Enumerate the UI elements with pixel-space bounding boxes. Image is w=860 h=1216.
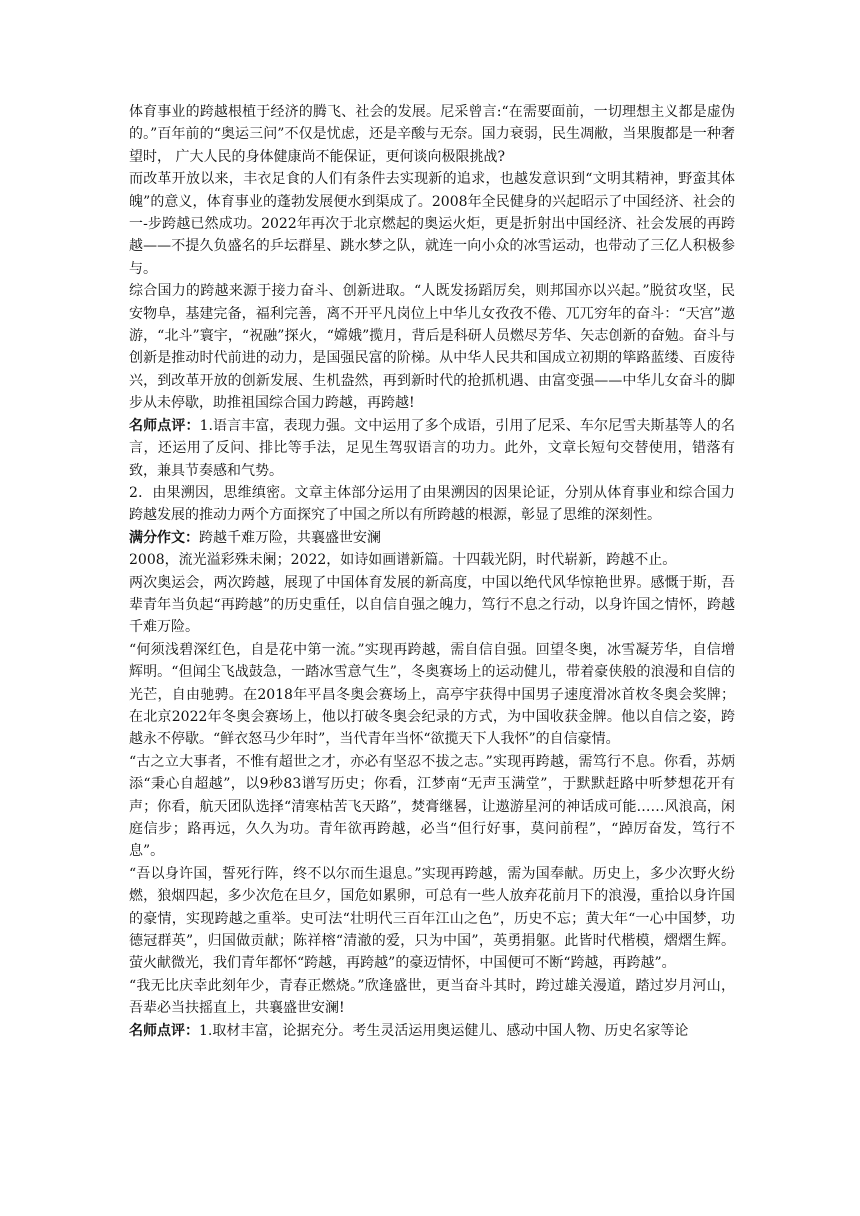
paragraph-text: 综合国力的跨越来源于接力奋斗、创新进取。“人既发扬蹈厉矣，则邦国亦以兴起。”脱贫攻坚，民安物阜，基建完备，福利完善，离不开平凡岗位上中华儿女孜孜不倦、兀兀穷年的奋斗：“天宫”遨游，“北斗”寰宇，“祝融”探火，“嫦娥”揽月，背后是科研人员燃尽芳华、矢志创新的奋勉。奋斗与创新是推动时代前进的动力，是国强民富的阶梯。从中华人民共和国成立初期的筚路蓝缕、百废待兴，到改革开放的创新发展、生机盎然，再到新时代的抢抓机遇、由富变强——中华儿女奋斗的脚步从未停歇，助推祖国综合国力跨越，再跨越! — [129, 283, 735, 412]
paragraph-text: 2008，流光溢彩殊未阑；2022，如诗如画谱新篇。十四载光阴，时代崭新，跨越不止。 — [129, 552, 677, 569]
paragraph — [129, 639, 735, 751]
paragraph-text: “古之立大事者，不惟有超世之才，亦必有坚忍不拔之志。”实现再跨越，需笃行不息。你看，苏炳添“秉心自超越”，以9秒83谱写历史；你看，江梦南“无声玉满堂”，于默默赶路中听梦想花开有声；你看，航天团队选择“清寒枯苦飞天路”，焚膏继晷，让遨游星河的神话成可能……风浪高，闲庭信步；路再远，久久为功。青年欲再跨越，必当“但行好事，莫问前程”，“踔厉奋发，笃行不息”。 — [129, 753, 735, 860]
paragraph — [129, 863, 735, 975]
commentary-paragraph — [129, 1020, 735, 1042]
commentary-label: 名师点评： — [129, 417, 200, 434]
paragraph — [129, 482, 735, 527]
paragraph-text: 1.取材丰富，论据充分。考生灵活运用奥运健儿、感动中国人物、历史名家等论 — [199, 1022, 689, 1039]
paragraph — [129, 975, 735, 1020]
paragraph — [129, 168, 735, 280]
paragraph — [129, 572, 735, 639]
paragraph-text: 两次奥运会，两次跨越，展现了中国体育发展的新高度，中国以绝代风华惊艳世界。感慨于斯，吾辈青年当负起“再跨越”的历史重任，以自信自强之魄力，笃行不息之行动，以身许国之情怀，跨越千难万险。 — [129, 574, 735, 636]
paragraph — [129, 549, 735, 571]
paragraph-text: “我无比庆幸此刻年少，青春正燃烧。”欣逢盛世，更当奋斗其时，跨过雄关漫道，踏过岁月河山，吾辈必当扶摇直上，共襄盛世安澜! — [129, 977, 735, 1017]
paragraph — [129, 280, 735, 414]
paragraph-text: 而改革开放以来，丰衣足食的人们有条件去实现新的追求，也越发意识到“文明其精神，野蛮其体魄”的意义，体育事业的蓬勃发展便水到渠成了。2008年全民健身的兴起昭示了中国经济、社会的一-步跨越已然成功。2022年再次于北京燃起的奥运火炬，更是折射出中国经济、社会发展的再跨越——不提久负盛名的乒坛群星、跳水梦之队，就连一向小众的冰雪运动，也带动了三亿人积极参与。 — [129, 171, 735, 277]
commentary-label: 名师点评： — [129, 1022, 199, 1039]
essay-label: 满分作文： — [129, 529, 199, 546]
paragraph — [129, 751, 735, 863]
essay-title: 跨越千难万险，共襄盛世安澜 — [199, 529, 381, 546]
paragraph-text: 2．由果溯因，思维缜密。文章主体部分运用了由果溯因的因果论证，分别从体育事业和综合国力跨越发展的推动力两个方面探究了中国之所以有所跨越的根源，彰显了思维的深刻性。 — [129, 484, 735, 524]
commentary-paragraph — [129, 415, 735, 482]
paragraph-text: “何须浅碧深红色，自是花中第一流。”实现再跨越，需自信自强。回望冬奥，冰雪凝芳华，自信增辉明。“但闻尘飞战鼓急，一踏冰雪意气生”，冬奥赛场上的运动健儿，带着豪侠般的浪漫和自信的光芒，自由驰骋。在2018年平昌冬奥会赛场上，高亭宇获得中国男子速度滑冰首枚冬奥会奖牌；在北京2022年冬奥会赛场上，他以打破冬奥会纪录的方式，为中国收获金牌。他以自信之姿，跨越永不停歇。“鲜衣怒马少年时”，当代青年当怀“欲揽天下人我怀”的自信豪情。 — [129, 641, 735, 748]
paragraph-text: “吾以身许国，誓死行阵，终不以尔而生退息。”实现再跨越，需为国奉献。历史上，多少次野火纷燃，狼烟四起，多少次危在旦夕，国危如累卵，可总有一些人放弃花前月下的浪漫，重拾以身许国的豪情，实现跨越之重举。史可法“壮明代三百年江山之色”，历史不忘；黄大年“一心中国梦，功德冠群英”，归国做贡献；陈祥榕“清澈的爱，只为中国”，英勇捐躯。此皆时代楷模，熠熠生辉。萤火献微光，我们青年都怀“跨越，再跨越”的豪迈情怀，中国便可不断“跨越，再跨越”。 — [129, 865, 735, 972]
essay-title-line — [129, 527, 735, 549]
paragraph — [129, 101, 735, 168]
document-page — [129, 101, 735, 1042]
paragraph-text: 体育事业的跨越根植于经济的腾飞、社会的发展。尼采曾言:“在需要面前，一切理想主义都是虚伪的。”百年前的“奥运三问”不仅是忧虑，还是辛酸与无奈。国力衰弱，民生凋敝，当果腹都是一种奢望时， 广大人民的身体健康尚不能保证，更何谈向极限挑战? — [129, 104, 735, 165]
paragraph-text: 1.语言丰富，表现力强。文中运用了多个成语，引用了尼采、车尔尼雪夫斯基等人的名言，还运用了反问、排比等手法，足见生驾驭语言的功力。此外，文章长短句交替使用，错落有致，兼具节奏感和气势。 — [129, 417, 736, 479]
